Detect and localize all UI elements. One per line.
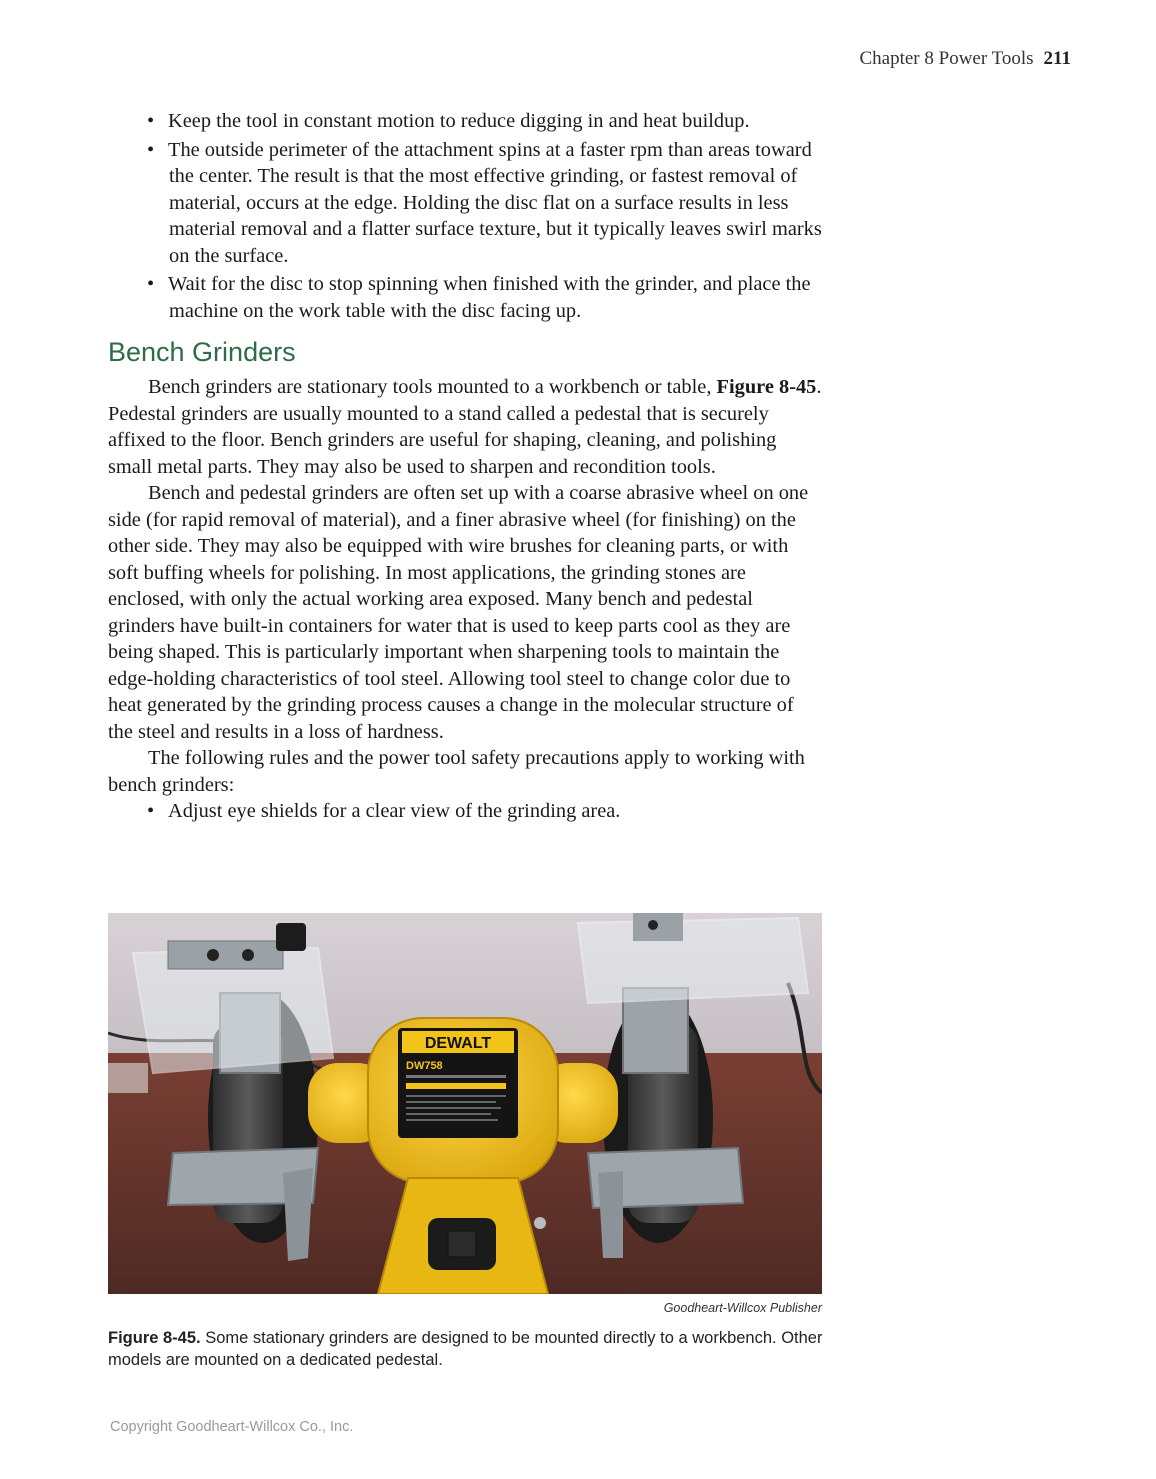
left-shield-clamp [168,941,283,969]
list-item: • Keep the tool in constant motion to reduce digging in and heat buildup. [147,110,750,132]
list-item: • Adjust eye shields for a clear view of the grinding area. [147,800,621,822]
body-text [108,108,823,825]
brand-label: DEWALT [424,1035,492,1052]
figure-caption [108,1327,838,1371]
photo-credit: Goodheart-Willcox Publisher [663,1301,822,1315]
paragraph-1: Bench grinders are stationary tools mounted to a workbench or table, Figure 8-45. Pedestal grinders are usually mounted to a stand called a pedestal that is securely affixed to the floor. Bench grinders are useful for shaping, cleaning, and polishing small metal parts. They may also be used to sharpen and recondition tools. [108,376,822,478]
running-head [859,48,1071,70]
caption-label: Figure 8-45. [108,1329,201,1347]
paragraph-3: The following rules and the power tool safety precautions apply to working with bench grinders: [108,747,805,796]
right-eye-shield [578,918,808,1003]
power-switch [448,1231,476,1257]
model-label: DW758 [406,1060,443,1072]
page-number: 211 [1043,48,1071,69]
caption-text: Some stationary grinders are designed to be mounted directly to a workbench. Other models are mounted on a dedicated pedestal. [108,1329,823,1369]
list-item: • Wait for the disc to stop spinning when finished with the grinder, and place the machine on the work table with the disc facing up. [147,273,811,322]
bench-grinder-photo [108,913,822,1294]
copyright-notice: Copyright Goodheart-Willcox Co., Inc. [110,1419,354,1435]
paragraph-2: Bench and pedestal grinders are often set up with a coarse abrasive wheel on one side (for rapid removal of material), and a finer abrasive wheel (for finishing) on the other side. They may also be equipped with wire brushes for cleaning parts, or with soft buffing wheels for polishing. In most applications, the grinding stones are enclosed, with only the actual working area exposed. Many bench and pedestal grinders have built-in containers for water that is used to keep parts cool as they are being shaped. This is particularly important when sharpening tools to maintain the edge-holding characteristics of tool steel. Allowing tool steel to change color due to heat generated by the grinding process causes a change in the molecular structure of the steel and results in a loss of hardness. [108,482,809,743]
section-heading: Bench Grinders [108,337,296,367]
intro-bullet-list [108,108,823,324]
figure-reference: Figure 8-45 [716,376,817,398]
chapter-title: Chapter 8 Power Tools [859,48,1034,69]
list-item: • The outside perimeter of the attachment spins at a faster rpm than areas toward the center. The result is that the most effective grinding, or fastest removal of material, occurs at the edge. Holding the disc flat on a surface results in less material removal and a flatter surface texture, but it typically leaves swirl marks on the surface. [147,138,822,267]
grinder-rules-list [108,798,823,825]
